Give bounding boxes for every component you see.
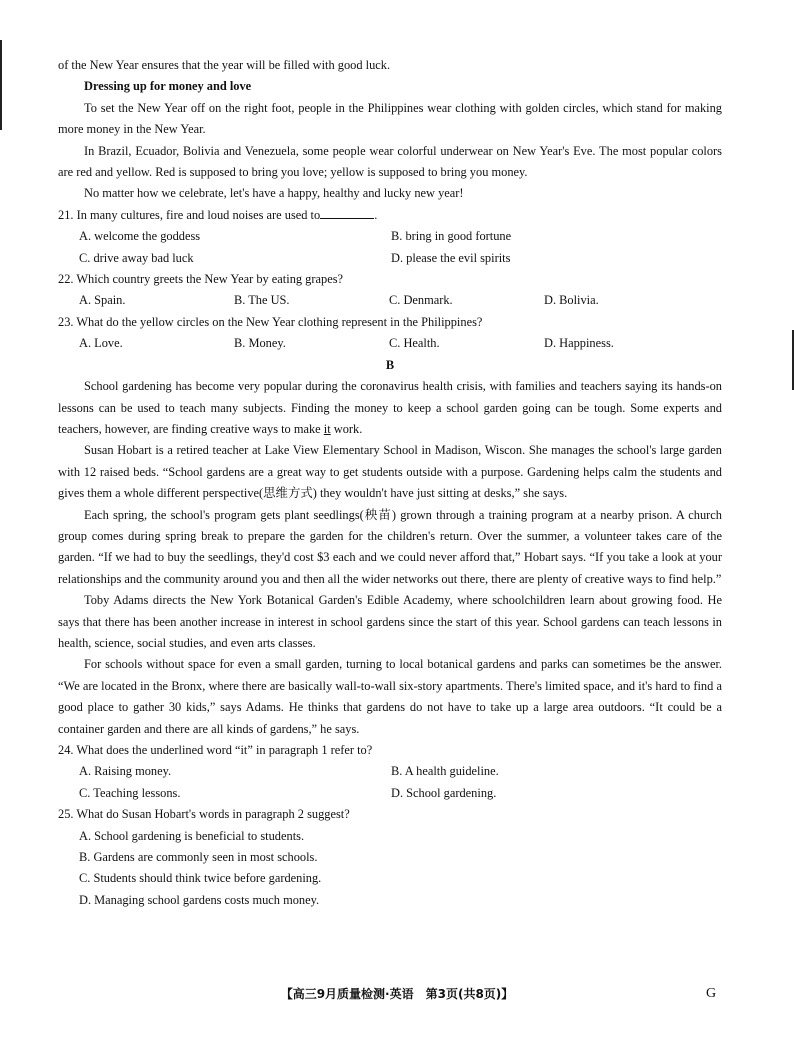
paragraph-brazil: In Brazil, Ecuador, Bolivia and Venezuela, some people wear colorful underwear on New Year's Eve. The most popular colors are red and yellow. Red is supposed to bring you love; yellow is supposed to bring you money.: [58, 143, 722, 180]
question-stem: 22. Which country greets the New Year by eating grapes?: [58, 272, 344, 287]
option-b: B. A health guideline.: [391, 764, 499, 779]
answer-blank: [320, 206, 374, 219]
question-24: [58, 740, 722, 804]
section-heading: Dressing up for money and love: [84, 79, 252, 94]
option-a: A. Love.: [79, 336, 123, 351]
option-a: A. welcome the goddess: [79, 229, 201, 244]
option-b: B. bring in good fortune: [391, 229, 512, 244]
option-a: A. Raising money.: [79, 764, 172, 779]
option-d: D. Managing school gardens costs much money.: [79, 892, 320, 907]
option-a: A. Spain.: [79, 293, 126, 308]
option-c: C. Teaching lessons.: [79, 785, 181, 800]
option-c: C. Denmark.: [389, 293, 453, 308]
passage-b-paragraph-4: Toby Adams directs the New York Botanical Garden's Edible Academy, where schoolchildren learn about growing food. He says that there has been another increase in interest in school gardens since the start of this year. School gardens can teach lessons in health, science, social studies, and even arts classes.: [58, 593, 722, 650]
paragraph-philippines: To set the New Year off on the right foot, people in the Philippines wear clothing with golden circles, which stand for making more money in the New Year.: [58, 100, 722, 137]
question-23: [58, 312, 722, 355]
paragraph-closing: No matter how we celebrate, let's have a happy, healthy and lucky new year!: [84, 186, 464, 201]
option-c: C. Students should think twice before gardening.: [79, 871, 322, 886]
question-stem: 24. What does the underlined word “it” in paragraph 1 refer to?: [58, 743, 373, 757]
carryover-text: of the New Year ensures that the year will be filled with good luck.: [58, 58, 391, 72]
passage-b-paragraph-3: Each spring, the school's program gets plant seedlings(秧苗) grown through a training program at a nearby prison. A church group comes during spring break to prepare the garden for the children's return. Over the summer, a volunteer takes care of the garden. “If we had to buy the seedlings, they'd cost $3 each and we could never afford that,” Hobart says. “If you take a look at your relationships and the community around you and then all the wider networks out there, there are plenty of creative ways to find help.”: [58, 507, 722, 586]
exam-page: [58, 55, 722, 911]
question-21: 21. In many cultures, fire and loud noises are used to . A. welcome the goddess B. bring in good fortune C. drive away bad luck D. please the evil spirits: [58, 205, 722, 269]
option-c: C. drive away bad luck: [79, 250, 194, 265]
section-label-b: B: [385, 357, 395, 372]
question-22: [58, 269, 722, 312]
passage-b-paragraph-2: Susan Hobart is a retired teacher at Lake View Elementary School in Madison, Wiscon. She manages the school's large garden with 12 raised beds. “School gardens are a great way to get students outside with a purpose. Gardening helps calm the students and gives them a whole different perspective(思维方式) they wouldn't have just sitting at desks,” she says.: [58, 443, 722, 501]
option-d: D. please the evil spirits: [391, 250, 511, 265]
option-b: B. Money.: [234, 336, 286, 351]
left-scan-edge: [0, 40, 2, 130]
option-c: C. Health.: [389, 336, 440, 351]
passage-b-paragraph-1: School gardening has become very popular during the coronavirus health crisis, with families and teachers saying its hands-on lessons can be used to teach many subjects. Finding the money to keep a school garden going can be tough. Some experts and teachers, however, are finding creative ways to make it work.: [58, 379, 722, 436]
option-d: D. School gardening.: [391, 785, 497, 800]
option-a: A. School gardening is beneficial to students.: [79, 828, 305, 843]
passage-b-paragraph-5: For schools without space for even a small garden, turning to local botanical gardens and parks can sometimes be the answer. “We are located in the Bronx, where there are basically wall-to-wall six-story apartments. There's limited space, and it's hard to find a good place to gather 30 kids,” says Adams. He thinks that gardens do not have to take up a large area outdoors. “It could be a container garden and there are all kinds of gardens,” he says.: [58, 657, 722, 736]
option-b: B. Gardens are commonly seen in most schools.: [79, 850, 318, 865]
option-d: D. Bolivia.: [544, 293, 599, 308]
footer-page-info: 【高三9月质量检测·英语 第3页(共8页)】: [280, 987, 514, 1001]
question-25: [58, 804, 722, 911]
option-b: B. The US.: [234, 293, 290, 308]
question-stem: 21. In many cultures, fire and loud noises are used to: [58, 207, 321, 222]
question-stem: 25. What do Susan Hobart's words in paragraph 2 suggest?: [58, 807, 350, 822]
footer-version-letter: G: [706, 986, 717, 1001]
underlined-word: it: [323, 421, 331, 436]
option-d: D. Happiness.: [544, 336, 614, 351]
question-stem: 23. What do the yellow circles on the New Year clothing represent in the Philippines?: [58, 314, 483, 329]
